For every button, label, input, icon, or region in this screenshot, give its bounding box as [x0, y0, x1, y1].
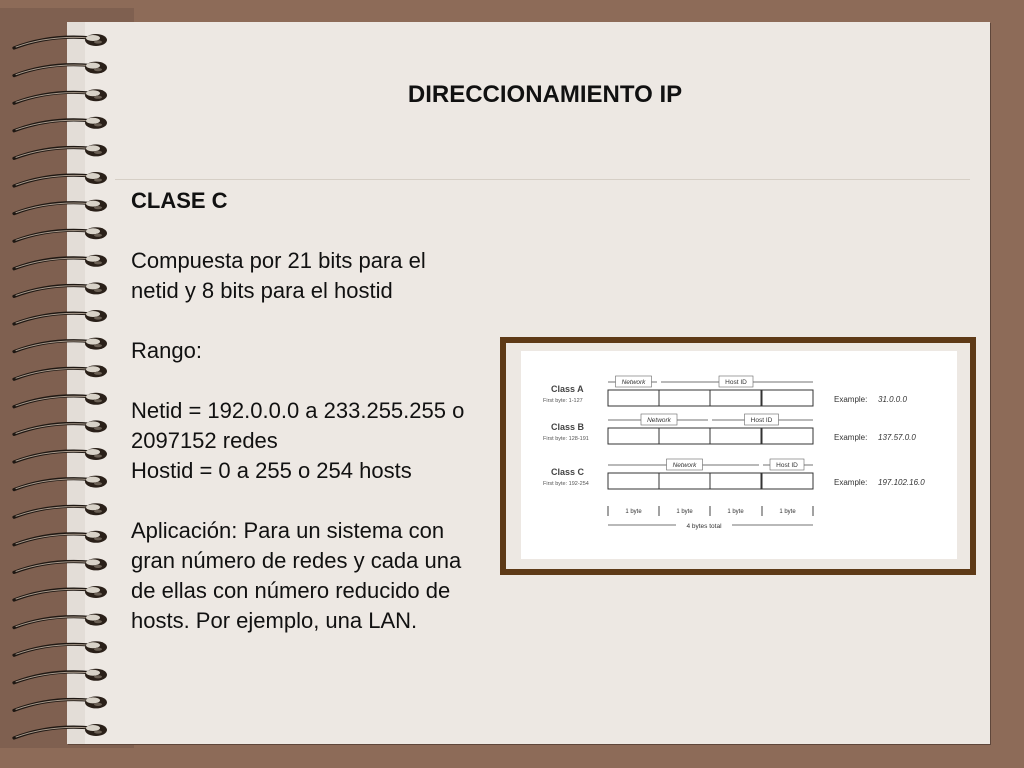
spiral-ring [14, 669, 107, 683]
spiral-ring [14, 448, 107, 462]
spiral-ring [14, 586, 107, 600]
spiral-ring [14, 282, 107, 296]
hostid-text: Hostid = 0 a 255 o 254 hosts [131, 458, 412, 483]
byte-box [659, 390, 710, 406]
byte-box [762, 390, 813, 406]
byte-label: 1 byte [625, 509, 642, 515]
network-label: Network [647, 417, 671, 424]
class-row [543, 414, 916, 444]
byte-box [710, 428, 761, 444]
spiral-ring [14, 144, 107, 158]
spiral-ring [14, 255, 107, 269]
slide-title: DIRECCIONAMIENTO IP [407, 81, 683, 108]
title-divider [115, 179, 970, 180]
class-first-byte: First byte: 128-191 [543, 436, 589, 442]
class-first-byte: First byte: 1-127 [543, 398, 583, 404]
example-value: 137.57.0.0 [878, 433, 916, 442]
spiral-ring [14, 172, 107, 186]
byte-box [710, 473, 761, 489]
byte-label: 1 byte [676, 509, 693, 515]
netid-text: Netid = 192.0.0.0 a 233.255.255 o 2097152 redes [131, 398, 465, 453]
byte-box [608, 473, 659, 489]
byte-label: 1 byte [727, 509, 744, 515]
host-id-label: Host ID [725, 379, 747, 386]
spiral-ring [14, 62, 107, 76]
class-row [543, 376, 907, 406]
host-id-label: Host ID [776, 462, 798, 469]
byte-label: 1 byte [779, 509, 796, 515]
spiral-ring [14, 558, 107, 572]
class-first-byte: First byte: 192-254 [543, 481, 589, 487]
spiral-ring [14, 420, 107, 434]
spiral-ring [14, 200, 107, 214]
example-label: Example: [834, 433, 868, 442]
total-bytes-label: 4 bytes total [686, 523, 722, 530]
spiral-ring [14, 393, 107, 407]
ip-classes-figure [521, 351, 957, 559]
ip-classes-diagram [521, 351, 957, 559]
class-name: Class C [551, 467, 585, 477]
network-label: Network [621, 379, 646, 386]
spiral-ring [14, 641, 107, 655]
byte-box [608, 390, 659, 406]
spiral-ring [14, 614, 107, 628]
byte-box [659, 428, 710, 444]
spiral-ring [14, 476, 107, 490]
example-value: 31.0.0.0 [878, 395, 907, 404]
range-label: Rango: [131, 338, 202, 363]
byte-box [608, 428, 659, 444]
spiral-ring [14, 338, 107, 352]
example-value: 197.102.16.0 [878, 478, 925, 487]
spiral-ring [14, 696, 107, 710]
spiral-ring [14, 34, 107, 48]
class-row [543, 459, 925, 489]
byte-box [710, 390, 761, 406]
example-label: Example: [834, 478, 868, 487]
composition-text: Compuesta por 21 bits para el netid y 8 bits para el hostid [131, 248, 426, 303]
slide-body [131, 186, 471, 636]
section-heading: CLASE C [131, 188, 228, 213]
class-name: Class A [551, 384, 584, 394]
example-label: Example: [834, 395, 868, 404]
ip-classes-figure-frame [500, 337, 976, 575]
spiral-ring [14, 365, 107, 379]
spiral-binding-icon [0, 0, 120, 768]
host-id-label: Host ID [750, 417, 773, 424]
spiral-ring [14, 531, 107, 545]
application-text: Aplicación: Para un sistema con gran número de redes y cada una de ellas con número reducido de hosts. Por ejemplo, una LAN. [131, 518, 462, 633]
spiral-ring [14, 503, 107, 517]
byte-box [659, 473, 710, 489]
byte-box [762, 428, 813, 444]
byte-box [762, 473, 813, 489]
spiral-ring [14, 227, 107, 241]
spiral-ring [14, 89, 107, 103]
network-label: Network [672, 462, 697, 469]
spiral-ring [14, 117, 107, 131]
spiral-ring [14, 724, 107, 738]
spiral-ring [14, 310, 107, 324]
byte-scale [608, 506, 813, 530]
class-name: Class B [551, 422, 585, 432]
